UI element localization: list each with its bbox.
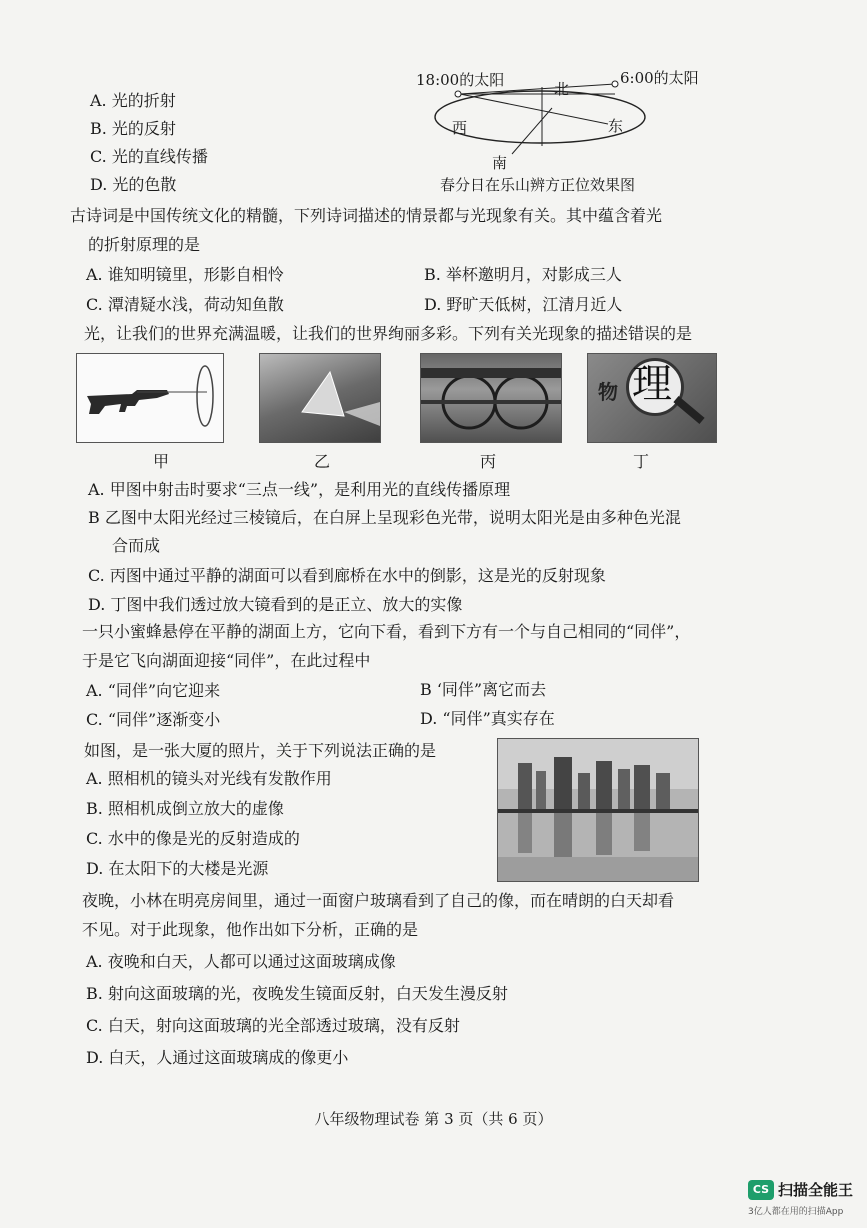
option-c: C. 水中的像是光的反射造成的 — [86, 829, 300, 848]
figure-jia-rifle — [76, 353, 224, 443]
option-b-cont: 合而成 — [112, 536, 161, 555]
question-bee-stem-cont: 于是它飞向湖面迎接“同伴”，在此过程中 — [82, 651, 371, 670]
caption-jia: 甲 — [153, 452, 170, 471]
option-b: B. 照相机成倒立放大的虚像 — [86, 799, 284, 818]
page-footer: 八年级物理试卷 第 3 页（共 6 页） — [314, 1110, 553, 1128]
option-b: B. 光的反射 — [90, 119, 176, 138]
option-c: C. 丙图中通过平静的湖面可以看到廊桥在水中的倒影，这是光的反射现象 — [88, 566, 606, 585]
option-b: B. 射向这面玻璃的光，夜晚发生镜面反射，白天发生漫反射 — [86, 984, 508, 1003]
option-a: A. 夜晚和白天，人都可以通过这面玻璃成像 — [86, 952, 396, 971]
option-a: A. 甲图中射击时要求“三点一线”，是利用光的直线传播原理 — [88, 480, 511, 499]
option-d: D. 野旷天低树，江清月近人 — [424, 295, 623, 314]
scanner-logo-icon: CS — [748, 1180, 774, 1200]
scanner-app-name: 扫描全能王 — [778, 1181, 854, 1199]
option-b: B 乙图中太阳光经过三棱镜后，在白屏上呈现彩色光带，说明太阳光是由多种色光混 — [88, 508, 681, 527]
question-building-stem: 如图，是一张大厦的照片，关于下列说法正确的是 — [84, 741, 437, 760]
figure-ding-magnifier — [587, 353, 717, 443]
option-c: C. “同伴”逐渐变小 — [86, 710, 221, 729]
option-a: A. 光的折射 — [90, 91, 176, 110]
option-a: A. 谁知明镜里，形影自相怜 — [86, 265, 284, 284]
figure-bing-bridge-reflection — [420, 353, 562, 443]
option-d: D. 丁图中我们透过放大镜看到的是正立、放大的实像 — [88, 595, 463, 614]
question-poem-stem: 古诗词是中国传统文化的精髓，下列诗词描述的情景都与光现象有关。其中蕴含着光 — [70, 206, 663, 225]
question-window-stem-cont: 不见。对于此现象，他作出如下分析，正确的是 — [82, 920, 419, 939]
option-d: D. 在太阳下的大楼是光源 — [86, 859, 269, 878]
caption-ding: 丁 — [633, 452, 650, 471]
caption-yi: 乙 — [314, 452, 331, 471]
magnifier-small-char: 物 — [598, 380, 618, 404]
option-c: C. 光的直线传播 — [90, 147, 208, 166]
option-d: D. 白天，人通过这面玻璃成的像更小 — [86, 1048, 349, 1067]
question-light-stem: 光，让我们的世界充满温暖，让我们的世界绚丽多彩。下列有关光现象的描述错误的是 — [84, 324, 693, 343]
label-18h-sun: 18:00的太阳 — [416, 71, 505, 89]
option-c: C. 潭清疑水浅，荷动知鱼散 — [86, 295, 284, 314]
label-south: 南 — [492, 154, 508, 172]
figure-yi-prism — [259, 353, 381, 443]
question-window-stem: 夜晚，小林在明亮房间里，通过一面窗户玻璃看到了自己的像，而在晴朗的白天却看 — [82, 891, 675, 910]
label-west: 西 — [452, 119, 468, 137]
scanner-tagline: 3亿人都在用的扫描App — [748, 1207, 844, 1217]
diagram-caption: 春分日在乐山辨方正位效果图 — [440, 176, 636, 194]
question-poem-stem-cont: 的折射原理的是 — [88, 235, 201, 254]
question-bee-stem: 一只小蜜蜂悬停在平静的湖面上方，它向下看，看到下方有一个与自己相同的“同伴”， — [82, 622, 691, 641]
option-a: A. 照相机的镜头对光线有发散作用 — [86, 769, 332, 788]
option-b: B ‘同伴”离它而去 — [420, 680, 547, 699]
label-6h-sun: 6:00的太阳 — [620, 69, 699, 87]
magnifier-big-char: 理 — [632, 361, 672, 407]
option-c: C. 白天，射向这面玻璃的光全部透过玻璃，没有反射 — [86, 1016, 460, 1035]
label-east: 东 — [608, 117, 624, 135]
label-north: 北 — [554, 80, 570, 98]
option-b: B. 举杯邀明月，对影成三人 — [424, 265, 622, 284]
option-d: D. 光的色散 — [90, 175, 177, 194]
scanner-watermark — [748, 1180, 860, 1220]
option-a: A. “同伴”向它迎来 — [86, 681, 221, 700]
caption-bing: 丙 — [480, 452, 497, 471]
building-photo — [497, 738, 699, 882]
option-d: D. “同伴”真实存在 — [420, 709, 555, 728]
